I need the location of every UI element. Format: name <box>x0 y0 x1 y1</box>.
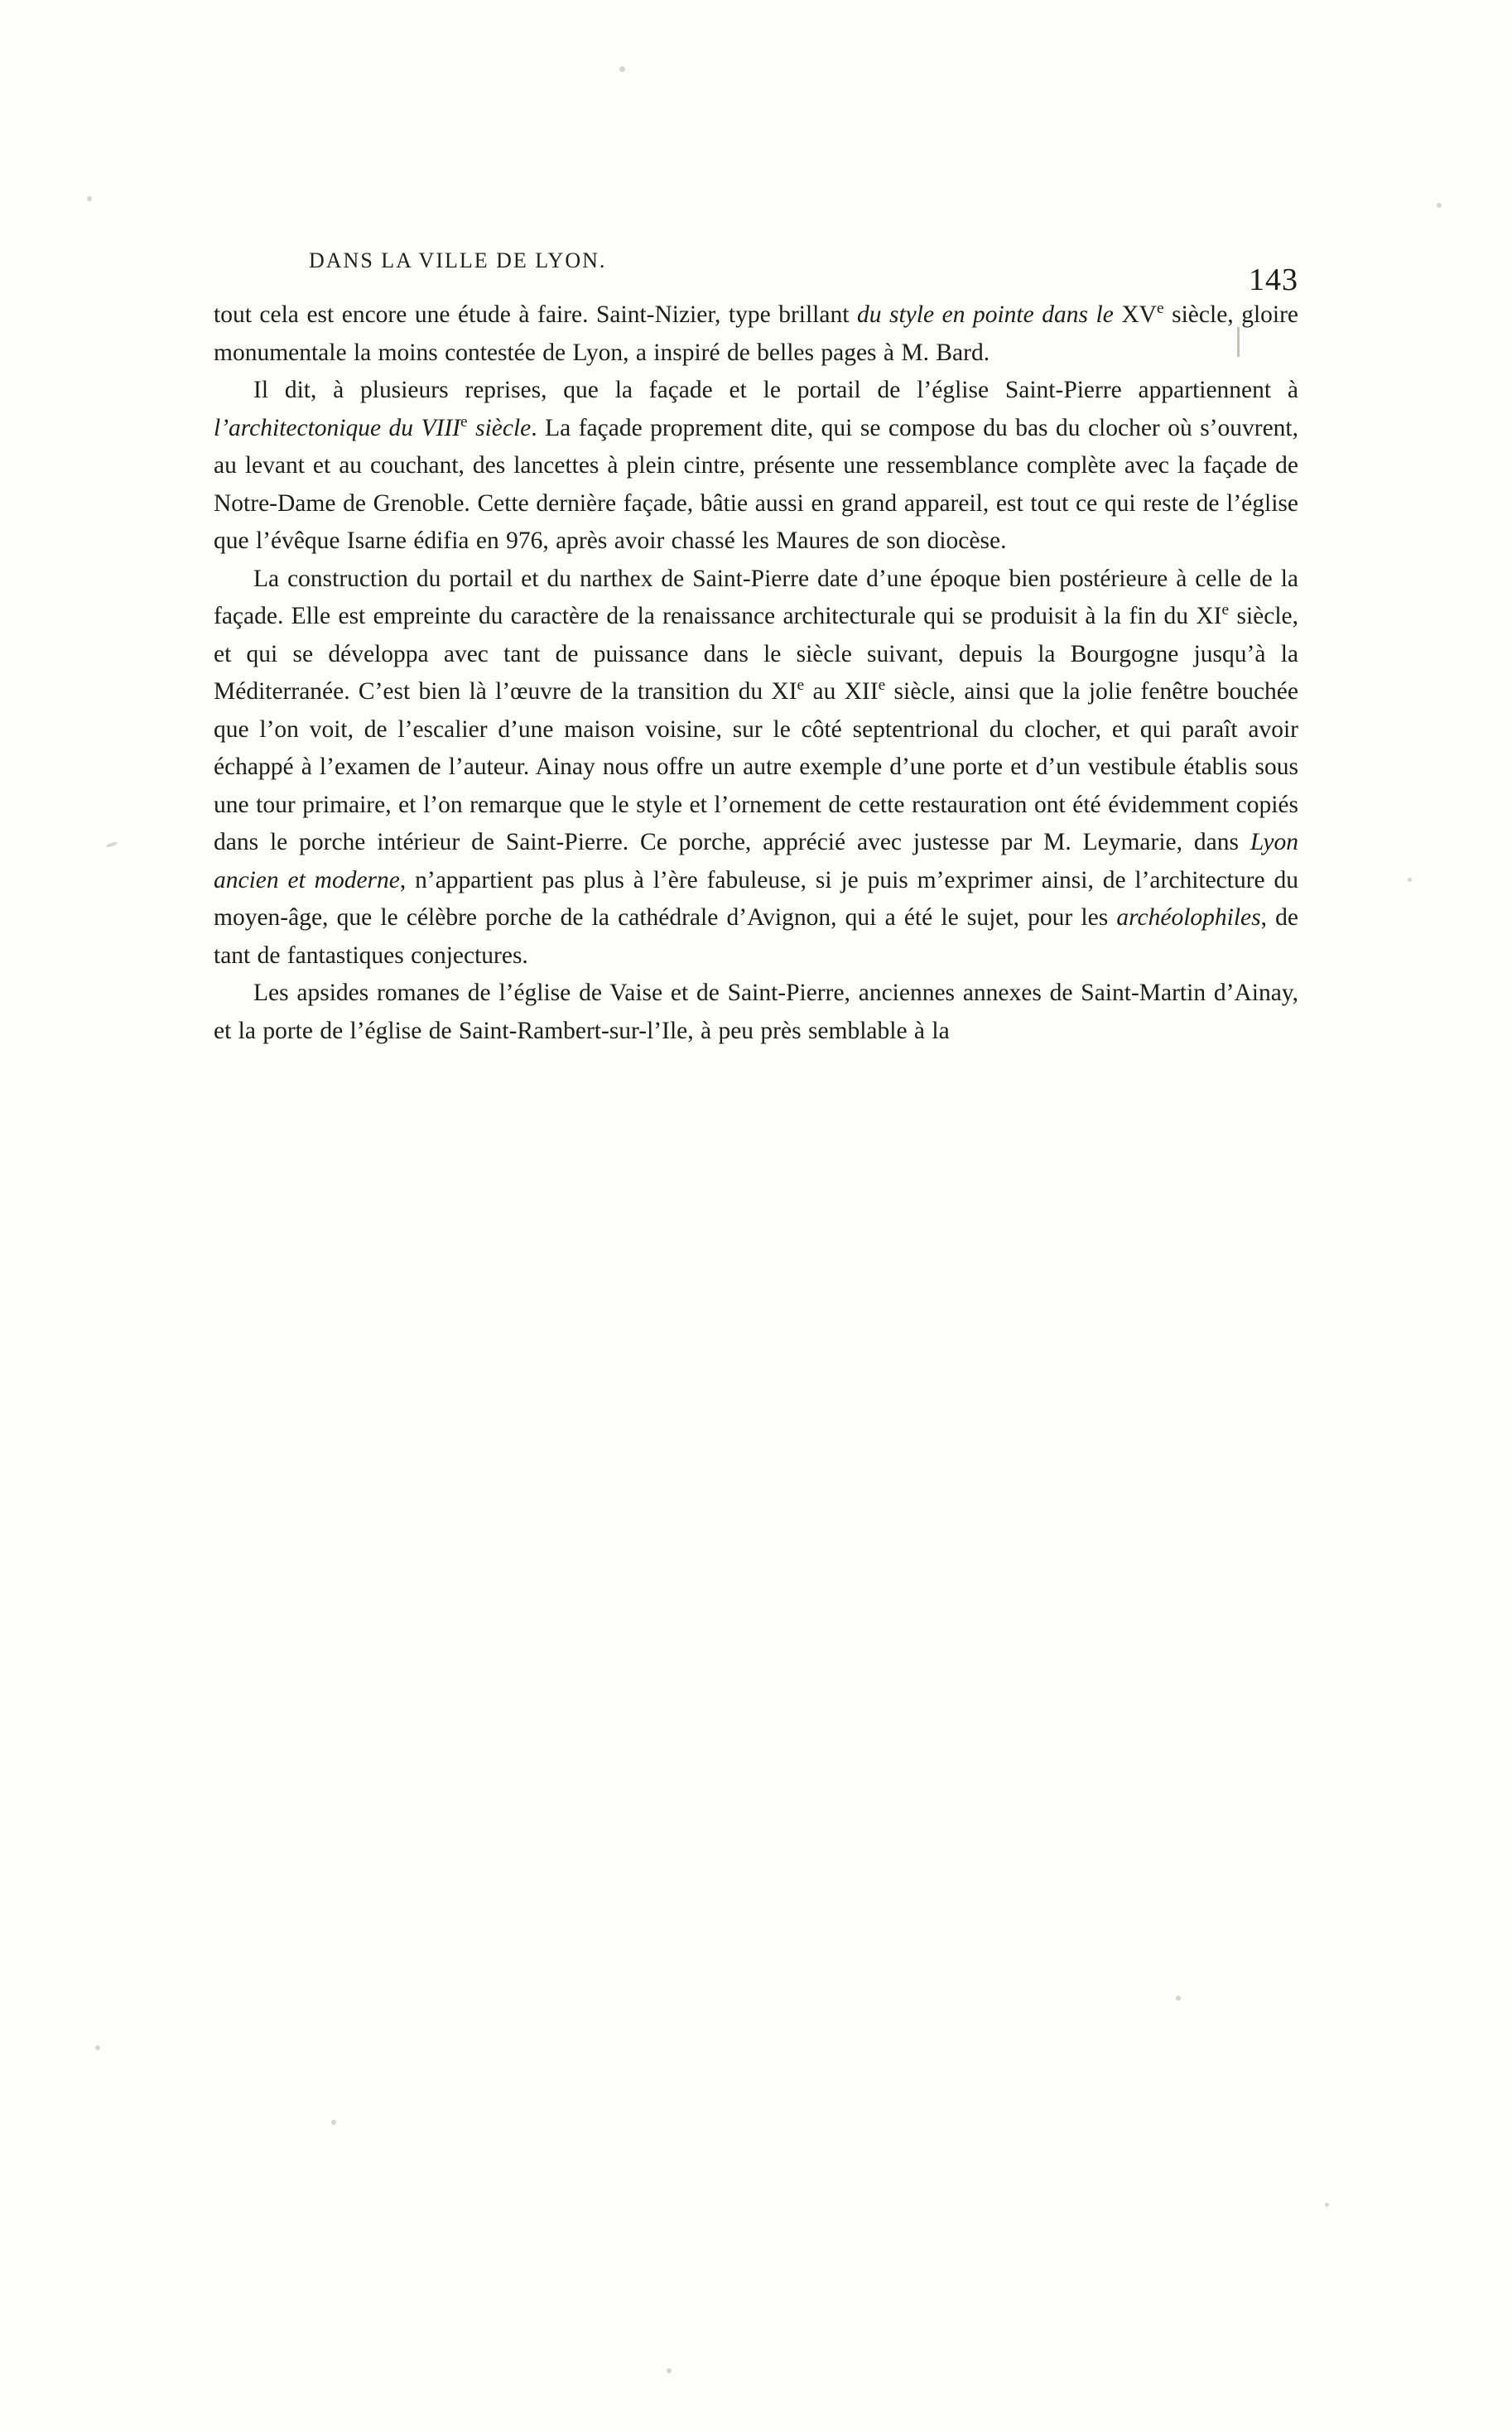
superscript-run: e <box>1221 601 1230 619</box>
text-run: tout cela est encore une étude à faire. Saint-Nizier, type brillant <box>214 301 857 328</box>
text-run: siècle, ainsi que la jolie fenêtre bouchée que l’on voit, de l’escalier d’une maison voisine, sur le côté septentrional du clocher, et qui paraît avoir échappé à l’examen de l’auteur. Ainay nous offre un autre exemple d’une porte et d’un vestibule établis sous une tour primaire, et l’on remarque que le style et l’ornement de cette restauration ont été évidemment copiés dans le porche intérieur de Saint-Pierre. Ce porche, apprécié avec justesse par M. Leymarie, dans <box>214 678 1298 855</box>
text-run: La construction du portail et du narthex de Saint-Pierre date d’une époque bien postérieure à celle de la façade. Elle est empreinte du caractère de la renaissance architecturale qui se produisit à la fin du XI <box>214 565 1298 629</box>
scan-speck <box>1437 203 1442 208</box>
scan-speck <box>1325 2203 1329 2207</box>
superscript-run: e <box>1156 300 1164 318</box>
text-run: XV <box>1121 301 1157 328</box>
page-number: 143 <box>1249 262 1298 297</box>
text-run: Il dit, à plusieurs reprises, que la façade et le portail de l’église Saint-Pierre appartiennent à <box>253 377 1298 403</box>
scan-speck <box>1176 1996 1181 2001</box>
text-run: . La façade proprement dite, qui se compose du bas du clocher où s’ouvrent, au levant et au couchant, des lancettes à plein cintre, présente une ressemblance complète avec la façade de Notre-Dame de Grenoble. Cette dernière façade, bâtie aussi en grand appareil, est tout ce qui reste de l’église que l’évêque Isarne édifia en 976, après avoir chassé les Maures de son diocèse. <box>214 414 1298 554</box>
text-run: siècle, et qui se développa avec tant de puissance dans le siècle suivant, depuis la Bourgogne jusqu’à la Méditerranée. C’est bien là l’œuvre de la transition du XI <box>214 603 1298 705</box>
scan-speck <box>331 2120 336 2125</box>
superscript-run: e <box>878 677 886 695</box>
paragraph <box>214 372 1298 561</box>
scan-speck <box>667 2368 672 2373</box>
italic-run: archéolophiles <box>1116 904 1261 931</box>
text-run: Les apsides romanes de l’église de Vaise et de Saint-Pierre, anciennes annexes de Saint-Martin d’Ainay, et la porte de l’église de Saint-Rambert-sur-l’Ile, à peu près semblable à la <box>214 980 1298 1044</box>
page-text-column <box>214 248 1298 1050</box>
scan-speck <box>1408 878 1412 882</box>
scan-speck <box>87 196 92 201</box>
running-head <box>309 248 1298 296</box>
paragraph <box>214 561 1298 975</box>
superscript-run: e <box>460 412 468 431</box>
scan-speck <box>619 66 625 72</box>
italic-run: siècle <box>467 414 532 441</box>
paragraph <box>214 975 1298 1050</box>
italic-run: du style en pointe dans le <box>856 301 1122 328</box>
superscript-run: e <box>797 677 805 695</box>
italic-run: Lyon ancien et moderne <box>214 829 1298 893</box>
text-run: , de tant de fantastiques conjectures. <box>214 904 1299 969</box>
running-head-title: DANS LA VILLE DE LYON. <box>309 248 607 272</box>
text-run: au XII <box>804 678 879 705</box>
italic-run: l’architectonique du VIII <box>214 414 460 441</box>
text-run: , n’appartient pas plus à l’ère fabuleuse, si je puis m’exprimer ainsi, de l’architecture du moyen-âge, que le célèbre porche de la cathédrale d’Avignon, qui a été le sujet, pour les <box>214 866 1298 931</box>
paragraph <box>214 296 1298 372</box>
scan-speck <box>95 2045 100 2050</box>
body-text <box>214 296 1298 1050</box>
text-run: siècle, gloire monumentale la moins contestée de Lyon, a inspiré de belles pages à M. Bard. <box>214 301 1299 366</box>
